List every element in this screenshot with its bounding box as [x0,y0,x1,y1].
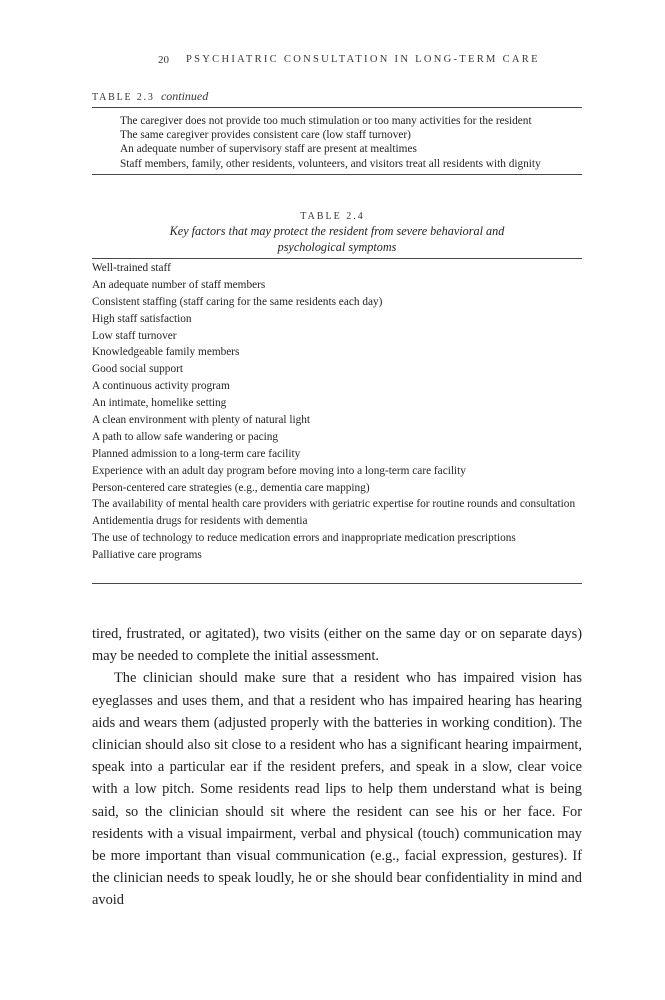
table-2-4-bottom-rule [92,583,582,584]
table-2-3-top-rule [92,107,582,108]
table-2-4-body [92,262,582,566]
paragraph: The clinician should make sure that a resident who has impaired vision has eyeglasses and uses them, and that a resident who has impaired hearing has hearing aids and wears them (adjusted properly with the batteries in working condition). The clinician should also sit close to a resident who has a significant hearing impairment, speak into a particular ear if the resident prefers, and speak in a slow, clear voice with a low pitch. Some residents read lips to help them understand what is being said, so the clinician should sit where the resident can see his or her face. For residents with a visual impairment, verbal and physical (touch) communication may be more important than visual communication (e.g., facial expression, gestures). If the clinician needs to speak loudly, he or she should bear confidentiality in mind and avoid [92,670,582,909]
table-row: Knowledgeable family members [92,346,240,359]
page-number: 20 [158,54,169,66]
table-2-4-title [92,224,582,255]
table-row: High staff satisfaction [92,312,192,325]
table-row: Palliative care programs [92,549,202,562]
table-2-3-label [92,89,208,104]
table-2-4-label: TABLE 2.4 [300,211,365,222]
table-row: Staff members, family, other residents, volunteers, and visitors treat all residents with dignity [120,157,541,170]
table-row: Planned admission to a long-term care facility [92,447,301,460]
table-title-line: Key factors that may protect the resident from severe behavioral and [169,224,505,238]
table-2-4-top-rule [92,258,582,259]
running-head-title: PSYCHIATRIC CONSULTATION IN LONG-TERM CARE [186,54,540,65]
table-row: An adequate number of supervisory staff are present at mealtimes [120,143,417,156]
table-row: Low staff turnover [92,329,177,342]
body-text [92,623,582,912]
table-continued-label: continued [160,89,209,103]
table-row: The caregiver does not provide too much stimulation or too many activities for the resident [120,115,532,127]
table-row: The same caregiver provides consistent care (low staff turnover) [120,129,411,142]
table-row: A clean environment with plenty of natural light [92,414,311,427]
table-row: A path to allow safe wandering or pacing [92,430,279,443]
table-row: An adequate number of staff members [92,278,266,291]
table-row: Person-centered care strategies (e.g., dementia care mapping) [92,481,370,494]
table-2-3-bottom-rule [92,174,582,175]
paragraph: tired, frustrated, or agitated), two visits (either on the same day or on separate days) may be needed to complete the initial assessment. [92,626,582,665]
table-row: The availability of mental health care providers with geriatric expertise for routine rounds and consultation [92,498,576,511]
table-row: Consistent staffing (staff caring for the same residents each day) [92,295,383,308]
table-2-3-body [120,114,590,171]
table-2-3-number: TABLE 2.3 [92,92,155,103]
table-row: Experience with an adult day program before moving into a long-term care facility [92,464,466,477]
table-row: Well-trained staff [92,262,171,274]
table-title-line: psychological symptoms [277,239,397,254]
table-row: An intimate, homelike setting [92,397,227,410]
table-row: A continuous activity program [92,380,230,393]
table-row: Good social support [92,363,183,376]
table-row: The use of technology to reduce medication errors and inappropriate medication prescriptions [92,532,516,545]
table-row: Antidementia drugs for residents with dementia [92,515,308,528]
